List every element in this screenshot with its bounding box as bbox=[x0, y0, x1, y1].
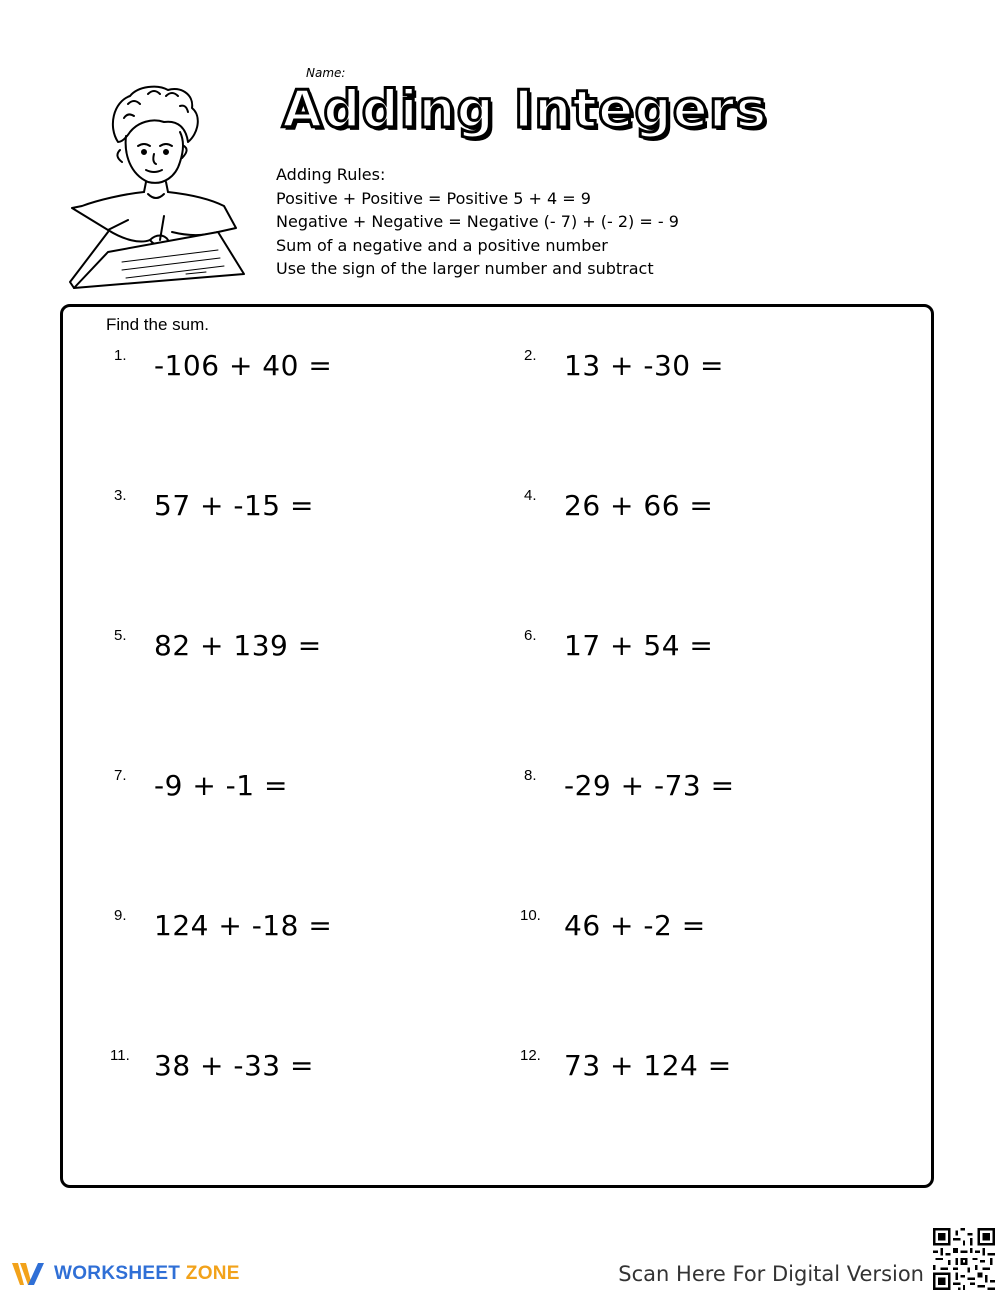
problem-number: 2. bbox=[524, 347, 537, 364]
problem-number: 7. bbox=[114, 767, 127, 784]
rules-heading: Adding Rules: bbox=[276, 165, 386, 184]
problem-expression: -29 + -73 = bbox=[564, 769, 735, 802]
problem-number: 5. bbox=[114, 627, 127, 644]
problem-expression: 17 + 54 = bbox=[564, 629, 714, 662]
problem-expression: 57 + -15 = bbox=[154, 489, 314, 522]
name-label: Name: bbox=[306, 66, 346, 80]
problem-expression: 73 + 124 = bbox=[564, 1049, 732, 1082]
problem-expression: 38 + -33 = bbox=[154, 1049, 314, 1082]
problem-number: 3. bbox=[114, 487, 127, 504]
logo-word-zone: ZONE bbox=[185, 1263, 240, 1284]
adding-rules bbox=[276, 163, 679, 281]
problem-number: 10. bbox=[520, 907, 541, 924]
problem-expression: -106 + 40 = bbox=[154, 349, 333, 382]
problem-number: 8. bbox=[524, 767, 537, 784]
qr-code-icon[interactable] bbox=[933, 1228, 995, 1290]
problem-expression: 13 + -30 = bbox=[564, 349, 724, 382]
problem-expression: 124 + -18 = bbox=[154, 909, 333, 942]
problem-expression: -9 + -1 = bbox=[154, 769, 288, 802]
problem-number: 1. bbox=[114, 347, 127, 364]
worksheet-zone-logo[interactable] bbox=[10, 1259, 250, 1289]
rule-line: Negative + Negative = Negative (- 7) + (- 2) = - 9 bbox=[276, 212, 679, 232]
rule-line: Positive + Positive = Positive 5 + 4 = 9 bbox=[276, 188, 591, 208]
logo-text bbox=[54, 1263, 240, 1285]
problem-number: 11. bbox=[110, 1047, 130, 1064]
instruction-text: Find the sum. bbox=[106, 315, 209, 334]
problem-expression: 46 + -2 = bbox=[564, 909, 706, 942]
problem-number: 12. bbox=[520, 1047, 541, 1064]
problem-number: 6. bbox=[524, 627, 537, 644]
logo-word-worksheet: WORKSHEET bbox=[54, 1263, 181, 1284]
problem-expression: 82 + 139 = bbox=[154, 629, 322, 662]
rule-line: Sum of a negative and a positive number bbox=[276, 235, 608, 255]
rule-line: Use the sign of the larger number and subtract bbox=[276, 259, 654, 279]
scan-instruction: Scan Here For Digital Version bbox=[618, 1262, 924, 1286]
problem-expression: 26 + 66 = bbox=[564, 489, 714, 522]
logo-w-icon bbox=[10, 1259, 50, 1289]
student-illustration bbox=[68, 82, 264, 292]
worksheet-title: Adding Integers bbox=[282, 80, 768, 140]
problem-number: 4. bbox=[524, 487, 537, 504]
problem-number: 9. bbox=[114, 907, 127, 924]
